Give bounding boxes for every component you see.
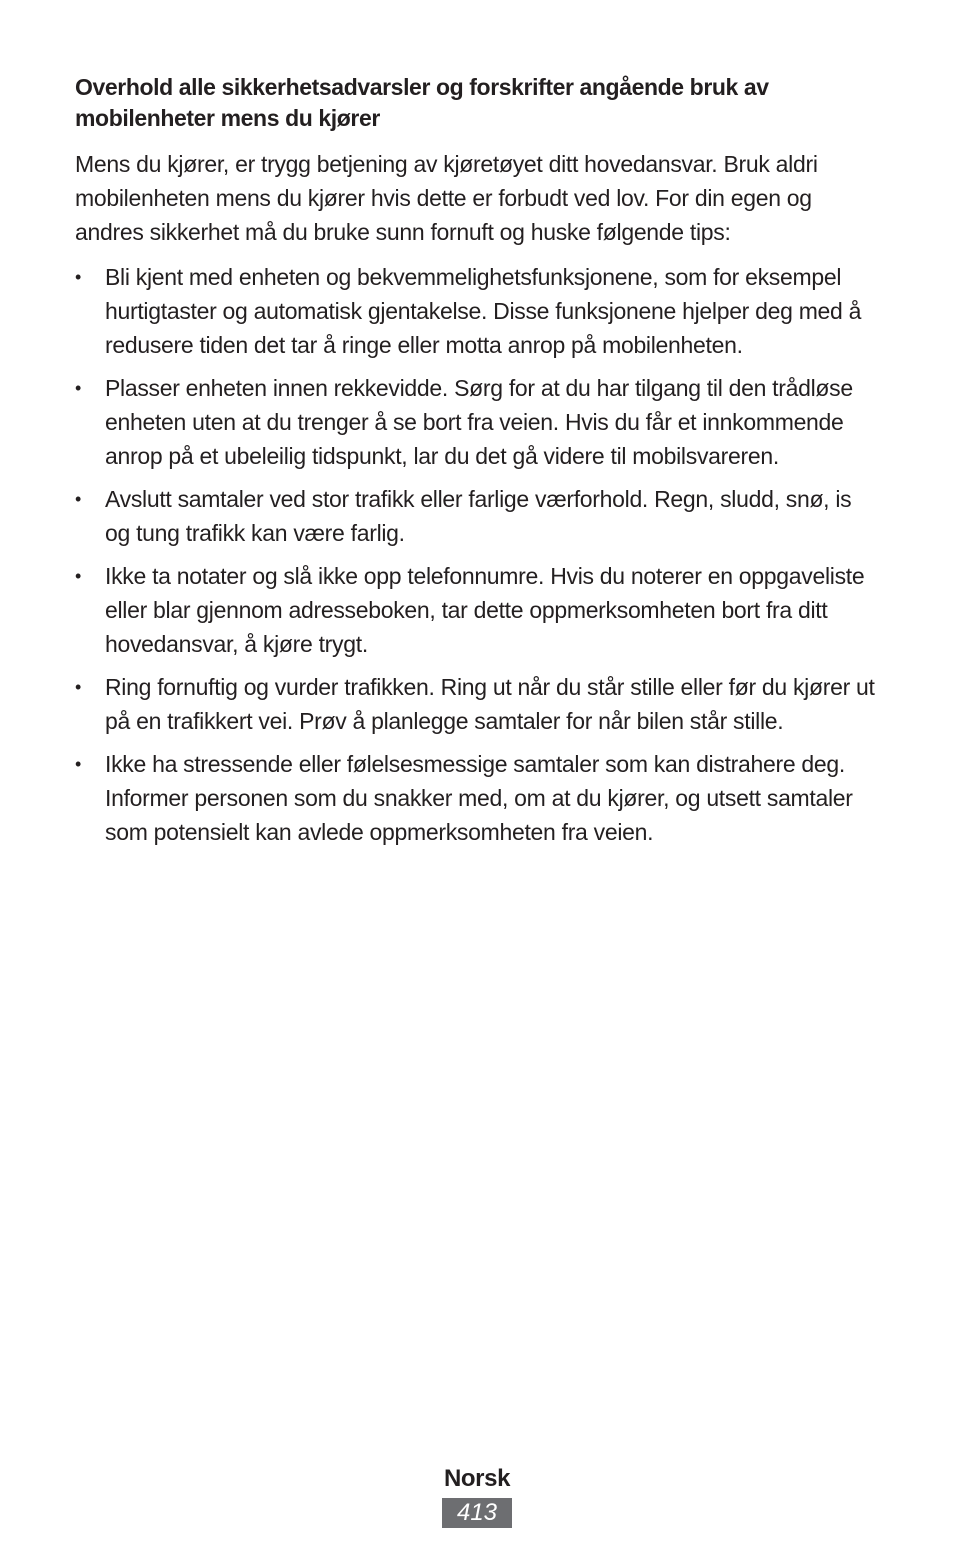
list-item-text: Avslutt samtaler ved stor trafikk eller farlige værforhold. Regn, sludd, snø, is og tung trafikk kan være farlig. — [105, 486, 852, 546]
bullet-icon: • — [75, 754, 82, 774]
bullet-icon: • — [75, 566, 82, 586]
page-number-wrapper — [0, 1498, 954, 1528]
section-heading: Overhold alle sikkerhetsadvarsler og forskrifter angående bruk av mobilenheter mens du kjører — [75, 74, 769, 131]
bullet-icon: • — [75, 677, 82, 697]
page-number-badge: 413 — [442, 1498, 512, 1528]
list-item — [75, 260, 875, 362]
tips-list — [75, 260, 875, 849]
list-item — [75, 670, 875, 738]
language-label: Norsk — [443, 1465, 511, 1492]
bullet-icon: • — [75, 489, 82, 509]
list-item — [75, 559, 875, 661]
list-item — [75, 747, 875, 849]
page-footer — [0, 1462, 954, 1528]
list-item-text: Ring fornuftig og vurder trafikken. Ring ut når du står stille eller før du kjører ut på en trafikkert vei. Prøv å planlegge samtaler for når bilen står stille. — [105, 674, 875, 734]
bullet-icon: • — [75, 267, 82, 287]
list-item — [75, 371, 875, 473]
list-item-text: Bli kjent med enheten og bekvemmelighetsfunksjonene, som for eksempel hurtigtaster og automatisk gjentakelse. Disse funksjonene hjelper deg med å redusere tiden det tar å ringe eller motta anrop på mobilenheten. — [105, 264, 862, 358]
bullet-icon: • — [75, 378, 82, 398]
list-item — [75, 482, 875, 550]
list-item-text: Ikke ha stressende eller følelsesmessige samtaler som kan distrahere deg. Informer personen som du snakker med, om at du kjører, og utsett samtaler som potensielt kan avlede oppmerksomheten fra veien. — [105, 751, 853, 845]
page-content — [75, 72, 875, 858]
intro-paragraph: Mens du kjører, er trygg betjening av kjøretøyet ditt hovedansvar. Bruk aldri mobilenheten mens du kjører hvis dette er forbudt ved lov. For din egen og andres sikkerhet må du bruke sunn fornuft og huske følgende tips: — [75, 151, 818, 245]
list-item-text: Ikke ta notater og slå ikke opp telefonnumre. Hvis du noterer en oppgaveliste eller blar gjennom adresseboken, tar dette oppmerksomheten bort fra ditt hovedansvar, å kjøre trygt. — [105, 563, 865, 657]
list-item-text: Plasser enheten innen rekkevidde. Sørg for at du har tilgang til den trådløse enheten uten at du trenger å se bort fra veien. Hvis du får et innkommende anrop på et ubeleilig tidspunkt, lar du det gå videre til mobilsvareren. — [105, 375, 853, 469]
